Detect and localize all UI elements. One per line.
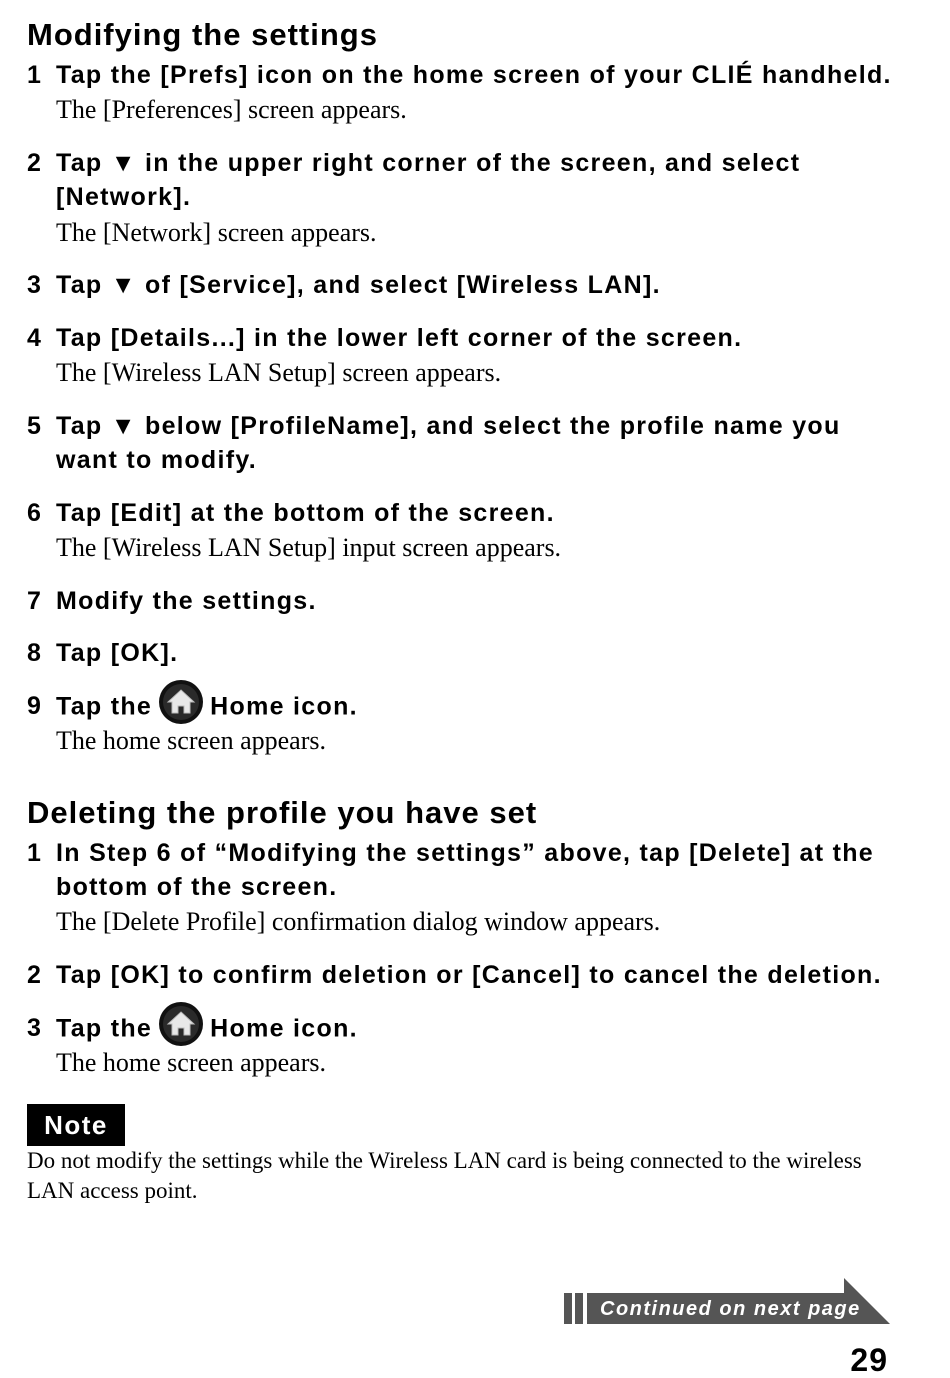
step-instruction: Tap the [Prefs] icon on the home screen of your CLIÉ handheld.	[56, 61, 892, 89]
step-instruction: Tap [Edit] at the bottom of the screen.	[56, 499, 555, 527]
step-number: 8	[27, 639, 43, 667]
step-instruction: Tap [OK] to confirm deletion or [Cancel] to cancel the deletion.	[56, 961, 882, 989]
step-instruction-cont: Home icon.	[210, 1014, 358, 1043]
home-icon	[158, 1001, 204, 1047]
step-result: The [Wireless LAN Setup] input screen appears.	[56, 533, 562, 562]
step-item	[27, 836, 907, 904]
step-item	[27, 584, 907, 618]
step-instruction: In Step 6 of “Modifying the settings” above, tap [Delete] at the bottom of the screen.	[56, 839, 874, 901]
step-result: The home screen appears.	[56, 1048, 326, 1077]
step-instruction: Tap ▼ of [Service], and select [Wireless LAN].	[56, 271, 661, 299]
step-number: 4	[27, 324, 43, 352]
section-title-modifying: Modifying the settings	[27, 17, 378, 52]
step-result: The [Preferences] screen appears.	[56, 95, 407, 124]
step-instruction: Tap [OK].	[56, 639, 179, 667]
step-number: 3	[27, 271, 43, 299]
step-result: The home screen appears.	[56, 726, 326, 755]
step-instruction: Modify the settings.	[56, 587, 317, 615]
step-result: The [Wireless LAN Setup] screen appears.	[56, 358, 502, 387]
step-item	[27, 1011, 907, 1049]
step-instruction: Tap ▼ below [ProfileName], and select the profile name you want to modify.	[56, 412, 841, 474]
step-instruction-cont: Home icon.	[210, 692, 358, 721]
step-result: The [Network] screen appears.	[56, 218, 377, 247]
step-number: 2	[27, 149, 43, 177]
step-instruction: Tap [Details...] in the lower left corner of the screen.	[56, 324, 743, 352]
step-item	[27, 636, 907, 670]
page-number: 29	[850, 1342, 888, 1378]
note-label: Note	[27, 1104, 125, 1146]
step-instruction: Tap the	[56, 1014, 153, 1043]
step-number: 2	[27, 961, 43, 989]
step-item	[27, 496, 907, 530]
home-icon	[158, 679, 204, 725]
step-number: 1	[27, 839, 43, 867]
step-item	[27, 409, 877, 477]
continued-on-next-page: Continued on next page	[600, 1298, 861, 1320]
section-title-deleting: Deleting the profile you have set	[27, 795, 538, 830]
step-number: 1	[27, 61, 43, 89]
step-item	[27, 58, 907, 92]
note-text: Do not modify the settings while the Wireless LAN card is being connected to the wireless LAN access point.	[27, 1148, 862, 1203]
step-number: 6	[27, 499, 43, 527]
step-result: The [Delete Profile] confirmation dialog window appears.	[56, 907, 661, 936]
step-number: 9	[27, 692, 43, 720]
step-instruction: Tap ▼ in the upper right corner of the screen, and select [Network].	[56, 149, 801, 211]
step-item	[27, 146, 817, 214]
step-instruction: Tap the	[56, 692, 153, 721]
step-item	[27, 958, 907, 992]
step-item	[27, 268, 907, 302]
step-number: 3	[27, 1014, 43, 1042]
step-item	[27, 321, 907, 355]
step-number: 7	[27, 587, 43, 615]
step-number: 5	[27, 412, 43, 440]
step-item	[27, 689, 907, 727]
